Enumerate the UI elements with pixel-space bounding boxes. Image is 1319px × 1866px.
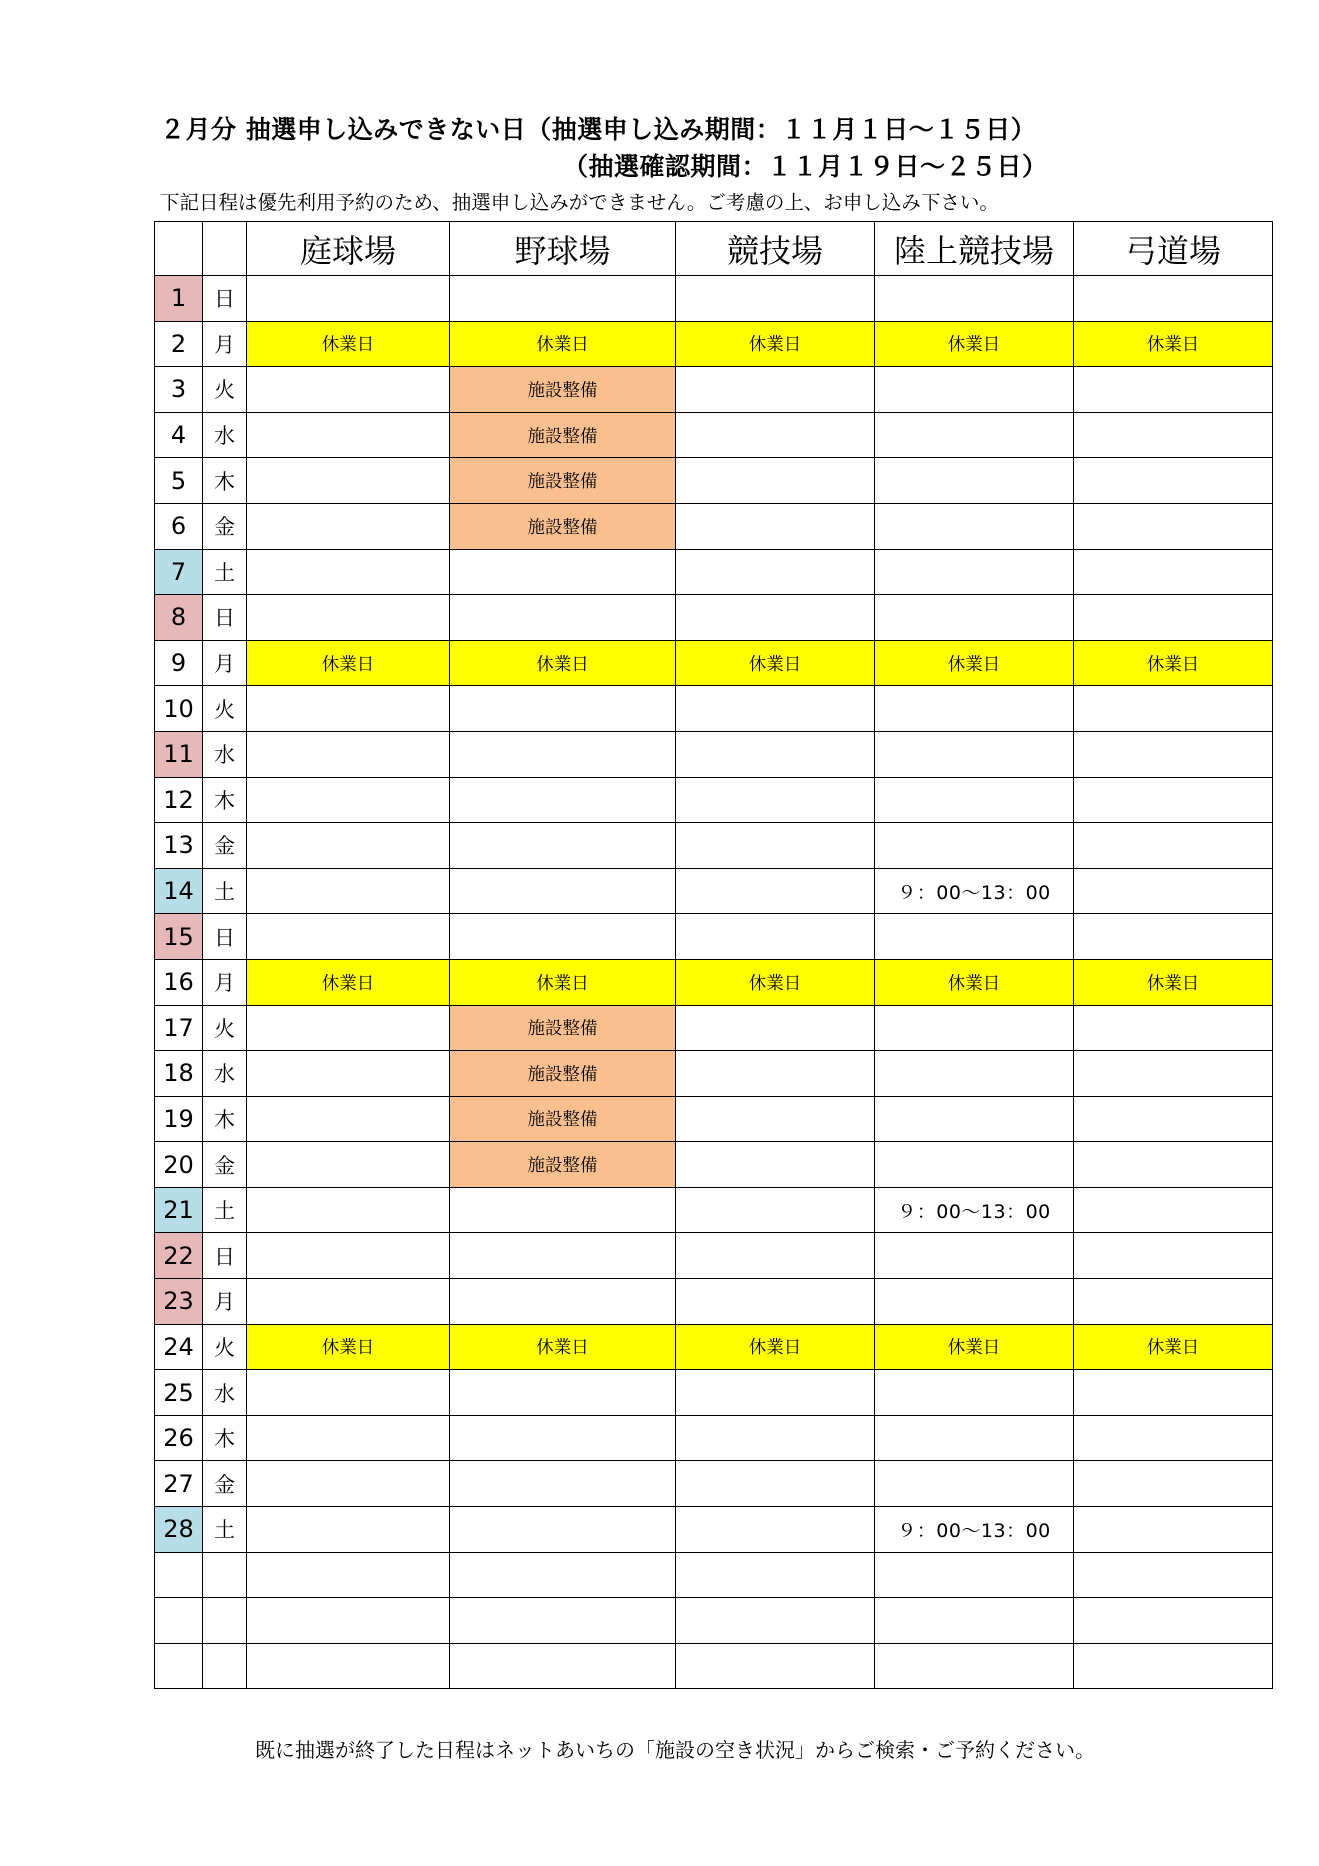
weekday: 木 [203,1415,247,1461]
schedule-body [155,276,1273,1689]
schedule-cell [1074,1187,1273,1233]
schedule-cell [247,868,450,914]
schedule-cell [676,1005,875,1051]
schedule-cell [676,1096,875,1142]
schedule-cell [1074,914,1273,960]
schedule-cell [676,367,875,413]
schedule-cell [247,1507,450,1553]
table-row [155,1005,1273,1051]
schedule-cell [676,1279,875,1325]
schedule-cell: 休業日 [247,959,450,1005]
schedule-cell [1074,1096,1273,1142]
schedule-cell: 休業日 [450,640,676,686]
table-row [155,1415,1273,1461]
schedule-cell: 休業日 [247,1324,450,1370]
schedule-cell: 施設整備 [450,458,676,504]
schedule-cell [676,1142,875,1188]
schedule-cell [1074,458,1273,504]
schedule-cell: 休業日 [676,321,875,367]
schedule-cell [247,777,450,823]
table-row [155,686,1273,732]
schedule-cell [875,1142,1074,1188]
schedule-cell [1074,1233,1273,1279]
schedule-cell [676,458,875,504]
schedule-cell: 休業日 [247,640,450,686]
schedule-cell [875,1005,1074,1051]
weekday: 月 [203,640,247,686]
schedule-cell [676,1598,875,1644]
weekday: 水 [203,731,247,777]
weekday: 木 [203,458,247,504]
weekday: 金 [203,1461,247,1507]
day-number: 18 [155,1051,203,1097]
weekday: 金 [203,1142,247,1188]
schedule-cell [247,595,450,641]
header-facility: 競技場 [676,222,875,276]
weekday: 水 [203,1370,247,1416]
schedule-cell: 施設整備 [450,367,676,413]
schedule-cell [450,1370,676,1416]
schedule-cell [676,1461,875,1507]
schedule-cell: 施設整備 [450,1096,676,1142]
schedule-cell [450,1279,676,1325]
weekday: 火 [203,1005,247,1051]
table-row [155,367,1273,413]
schedule-cell [1074,1005,1273,1051]
schedule-cell [676,823,875,869]
table-row [155,412,1273,458]
schedule-cell: ９：00～13：00 [875,868,1074,914]
schedule-cell: 休業日 [875,640,1074,686]
schedule-cell [1074,503,1273,549]
schedule-cell [1074,595,1273,641]
schedule-cell: 休業日 [875,959,1074,1005]
schedule-cell [450,914,676,960]
schedule-cell [875,1643,1074,1689]
schedule-cell [247,367,450,413]
schedule-cell [875,595,1074,641]
table-row [155,640,1273,686]
schedule-cell [1074,1643,1273,1689]
day-number: 1 [155,276,203,322]
schedule-cell [247,1643,450,1689]
schedule-cell [450,1552,676,1598]
header-day-blank [155,222,203,276]
schedule-cell [247,549,450,595]
schedule-cell [875,367,1074,413]
weekday: 火 [203,686,247,732]
schedule-cell [450,549,676,595]
table-row [155,868,1273,914]
day-number: 3 [155,367,203,413]
schedule-cell [676,503,875,549]
schedule-cell [676,1187,875,1233]
schedule-cell [875,276,1074,322]
schedule-cell: 施設整備 [450,1142,676,1188]
schedule-cell [875,1552,1074,1598]
schedule-cell [247,412,450,458]
schedule-cell [450,1598,676,1644]
day-number: 28 [155,1507,203,1553]
schedule-cell: 休業日 [1074,1324,1273,1370]
schedule-cell [676,686,875,732]
weekday [203,1552,247,1598]
schedule-cell [676,1415,875,1461]
schedule-cell [676,1507,875,1553]
schedule-cell: 休業日 [1074,959,1273,1005]
schedule-cell: 休業日 [1074,321,1273,367]
schedule-cell [1074,1552,1273,1598]
schedule-cell: 施設整備 [450,412,676,458]
day-number: 27 [155,1461,203,1507]
footer-note: 既に抽選が終了した日程はネットあいちの「施設の空き状況」からご検索・ご予約ください。 [255,1738,1095,1762]
header-row [155,222,1273,276]
weekday: 日 [203,276,247,322]
schedule-cell [875,503,1074,549]
schedule-cell [1074,1415,1273,1461]
schedule-cell [1074,731,1273,777]
header-weekday-blank [203,222,247,276]
schedule-cell [1074,412,1273,458]
weekday: 月 [203,1279,247,1325]
table-row [155,777,1273,823]
schedule-cell [875,777,1074,823]
weekday: 火 [203,367,247,413]
schedule-cell [676,1233,875,1279]
table-row [155,1324,1273,1370]
schedule-cell [875,1279,1074,1325]
day-number: 25 [155,1370,203,1416]
schedule-cell [1074,1461,1273,1507]
table-row [155,823,1273,869]
table-row [155,458,1273,504]
weekday: 火 [203,1324,247,1370]
schedule-cell [875,1598,1074,1644]
table-row [155,595,1273,641]
schedule-cell [676,549,875,595]
schedule-cell: 休業日 [450,1324,676,1370]
schedule-cell [450,276,676,322]
weekday: 土 [203,549,247,595]
table-row [155,1051,1273,1097]
schedule-cell [247,1370,450,1416]
schedule-cell [450,686,676,732]
schedule-cell [1074,777,1273,823]
schedule-cell: 休業日 [875,321,1074,367]
schedule-cell [1074,1051,1273,1097]
schedule-cell: ９：00～13：00 [875,1507,1074,1553]
day-number [155,1598,203,1644]
table-row [155,1461,1273,1507]
schedule-cell [676,1552,875,1598]
schedule-cell: 休業日 [676,640,875,686]
day-number: 6 [155,503,203,549]
day-number: 13 [155,823,203,869]
weekday: 日 [203,1233,247,1279]
table-row [155,1643,1273,1689]
schedule-cell: ９：00～13：00 [875,1187,1074,1233]
schedule-cell [676,1643,875,1689]
schedule-cell [676,276,875,322]
schedule-cell [450,1461,676,1507]
schedule-cell [875,458,1074,504]
header-facility: 野球場 [450,222,676,276]
weekday: 日 [203,914,247,960]
schedule-cell: 休業日 [247,321,450,367]
day-number: 2 [155,321,203,367]
schedule-cell [247,1005,450,1051]
day-number [155,1552,203,1598]
day-number: 22 [155,1233,203,1279]
notice-text: 下記日程は優先利用予約のため、抽選申し込みができません。ご考慮の上、お申し込み下さい。 [160,191,999,214]
schedule-cell: 施設整備 [450,1051,676,1097]
schedule-cell [1074,823,1273,869]
schedule-cell [875,1096,1074,1142]
schedule-cell [450,1187,676,1233]
schedule-cell [247,503,450,549]
schedule-cell [247,731,450,777]
day-number: 20 [155,1142,203,1188]
schedule-cell [247,1552,450,1598]
schedule-cell [875,1370,1074,1416]
schedule-cell [247,1415,450,1461]
schedule-cell [450,595,676,641]
weekday: 水 [203,412,247,458]
table-row [155,1096,1273,1142]
schedule-cell [247,1187,450,1233]
weekday [203,1643,247,1689]
schedule-cell [875,914,1074,960]
schedule-cell: 休業日 [875,1324,1074,1370]
schedule-cell [450,777,676,823]
day-number: 16 [155,959,203,1005]
schedule-cell [450,1643,676,1689]
schedule-cell [450,1507,676,1553]
day-number: 14 [155,868,203,914]
day-number: 15 [155,914,203,960]
weekday: 月 [203,959,247,1005]
schedule-cell: 休業日 [676,1324,875,1370]
schedule-cell [247,1142,450,1188]
schedule-cell [1074,1279,1273,1325]
schedule-cell [676,731,875,777]
schedule-cell [676,1051,875,1097]
day-number: 4 [155,412,203,458]
weekday: 木 [203,777,247,823]
table-row [155,321,1273,367]
day-number [155,1643,203,1689]
weekday: 土 [203,1507,247,1553]
schedule-cell: 休業日 [450,321,676,367]
schedule-cell [875,686,1074,732]
table-row [155,503,1273,549]
schedule-cell [1074,1142,1273,1188]
schedule-cell [1074,549,1273,595]
schedule-cell: 休業日 [450,959,676,1005]
table-row [155,959,1273,1005]
day-number: 21 [155,1187,203,1233]
schedule-cell [676,777,875,823]
table-row [155,1507,1273,1553]
weekday: 土 [203,868,247,914]
day-number: 19 [155,1096,203,1142]
schedule-cell [450,1415,676,1461]
schedule-cell [875,1233,1074,1279]
page-subtitle: （抽選確認期間：１１月１９日～２５日） [563,152,1048,181]
table-row [155,731,1273,777]
day-number: 17 [155,1005,203,1051]
day-number: 8 [155,595,203,641]
weekday: 土 [203,1187,247,1233]
schedule-cell [450,868,676,914]
schedule-cell [247,458,450,504]
page-title: ２月分 抽選申し込みできない日（抽選申し込み期間：１１月１日～１５日） [160,115,1037,144]
schedule-cell [247,1233,450,1279]
schedule-cell [875,1051,1074,1097]
table-row [155,1279,1273,1325]
weekday: 日 [203,595,247,641]
table-row [155,1142,1273,1188]
day-number: 24 [155,1324,203,1370]
schedule-cell [676,914,875,960]
weekday: 水 [203,1051,247,1097]
header-facility: 弓道場 [1074,222,1273,276]
table-row [155,1187,1273,1233]
day-number: 5 [155,458,203,504]
day-number: 11 [155,731,203,777]
schedule-cell [1074,367,1273,413]
schedule-cell [247,823,450,869]
schedule-cell [875,549,1074,595]
schedule-cell [450,731,676,777]
schedule-cell [676,412,875,458]
schedule-cell [247,686,450,732]
schedule-cell [1074,276,1273,322]
schedule-cell [1074,1370,1273,1416]
schedule-cell [875,731,1074,777]
day-number: 10 [155,686,203,732]
table-row [155,1233,1273,1279]
schedule-cell [875,1415,1074,1461]
schedule-cell [247,1461,450,1507]
schedule-cell [1074,868,1273,914]
schedule-cell: 施設整備 [450,1005,676,1051]
schedule-cell [676,595,875,641]
schedule-cell [875,412,1074,458]
table-row [155,914,1273,960]
schedule-cell [875,823,1074,869]
schedule-table [154,221,1273,1689]
day-number: 9 [155,640,203,686]
table-row [155,1552,1273,1598]
table-row [155,1598,1273,1644]
schedule-cell [247,914,450,960]
schedule-cell [1074,686,1273,732]
day-number: 23 [155,1279,203,1325]
schedule-cell [875,1461,1074,1507]
schedule-cell [247,1598,450,1644]
day-number: 26 [155,1415,203,1461]
schedule-cell [1074,1598,1273,1644]
schedule-cell [450,823,676,869]
schedule-cell [676,1370,875,1416]
schedule-cell: 休業日 [676,959,875,1005]
header-facility: 陸上競技場 [875,222,1074,276]
table-row [155,549,1273,595]
day-number: 12 [155,777,203,823]
schedule-cell [676,868,875,914]
schedule-cell [1074,1507,1273,1553]
header-facility: 庭球場 [247,222,450,276]
table-row [155,276,1273,322]
weekday [203,1598,247,1644]
schedule-cell [247,1051,450,1097]
weekday: 金 [203,823,247,869]
table-row [155,1370,1273,1416]
schedule-cell [247,1279,450,1325]
day-number: 7 [155,549,203,595]
schedule-cell: 施設整備 [450,503,676,549]
weekday: 金 [203,503,247,549]
weekday: 月 [203,321,247,367]
schedule-cell [450,1233,676,1279]
schedule-cell: 休業日 [1074,640,1273,686]
weekday: 木 [203,1096,247,1142]
schedule-cell [247,276,450,322]
schedule-cell [247,1096,450,1142]
